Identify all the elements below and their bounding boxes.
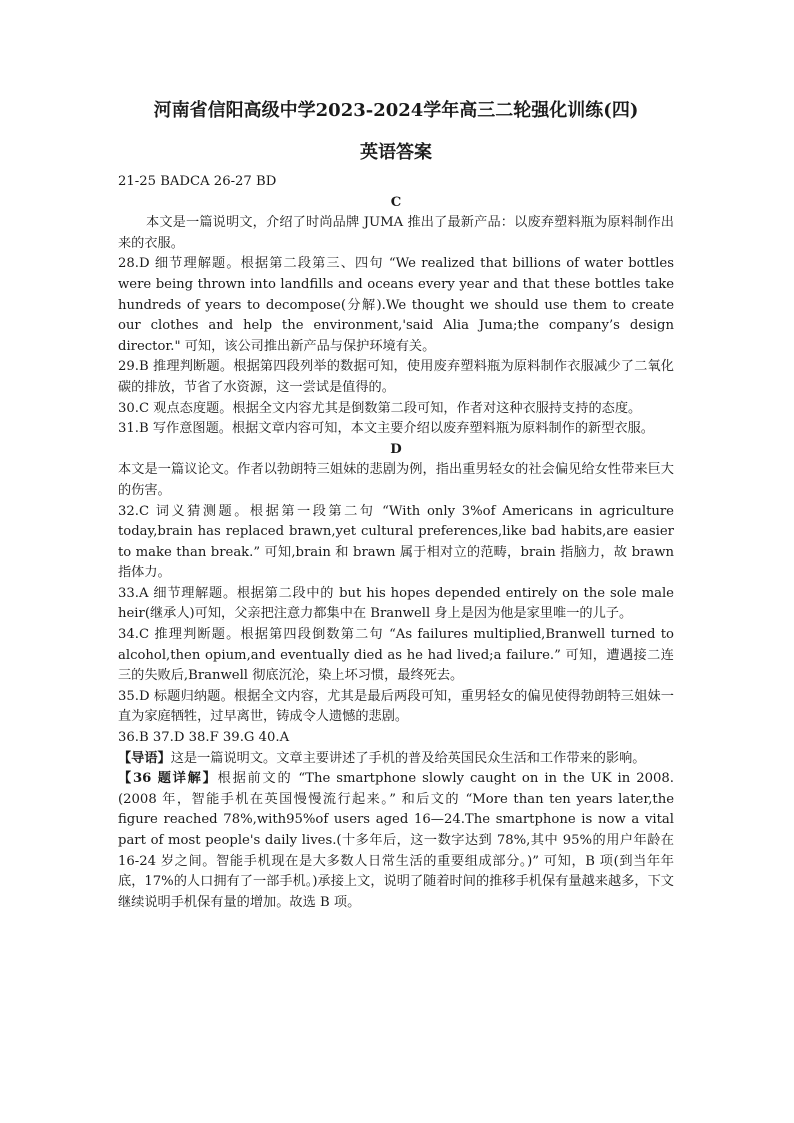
guide-label: 【导语】	[118, 750, 171, 766]
explanation-q29: 29.B 推理判断题。根据第四段列举的数据可知，使用废弃塑料瓶为原料制作衣服减少了二氧化碳的排放，节省了水资源，这一尝试是值得的。	[118, 359, 674, 395]
section-c-heading: C	[390, 194, 402, 210]
explanation-q34: 34.C 推理判断题。根据第四段倒数第二句 “As failures multiplied,Branwell turned to alcohol,then opium,and eventually died as he had lived;a failure.” 可知，遭遇接二连三的失败后,Branwell 彻底沉沦，染上坏习惯，最终死去。	[118, 627, 674, 684]
explanation-q32: 32.C 词义猜测题。根据第一段第二句 “With only 3%of Americans in agriculture today,brain has replaced brawn,yet cultural preferences,like bad habits,are easier to make than break.” 可知,brain 和 brawn 属于相对立的范畴，brain 指脑力，故 brawn 指体力。	[118, 503, 674, 581]
explanation-q31: 31.B 写作意图题。根据文章内容可知，本文主要介绍以废弃塑料瓶为原料制作的新型衣服。	[118, 421, 654, 437]
section-d-intro: 本文是一篇议论文。作者以勃朗特三姐妹的悲剧为例，指出重男轻女的社会偏见给女性带来巨大的伤害。	[118, 462, 674, 498]
guide-paragraph	[118, 749, 674, 770]
answer-key-36-40: 36.B 37.D 38.F 39.G 40.A	[118, 730, 290, 746]
q36-text: 根据前文的 “The smartphone slowly caught on in the UK in 2008.(2008 年，智能手机在英国慢慢流行起来。” 和后文的 “More than ten years later,the figure reached 78%,with95%of users aged 16—24.The smartphone is now a vital part of most people's daily lives.(十多年后，这一数字达到 78%,其中 95%的用户年龄在 16-24 岁之间。智能手机现在是大多数人日常生活的重要组成部分。)” 可知，B 项(到当年年底，17%的人口拥有了一部手机。)承接上文，说明了随着时间的推移手机保有量越来越多，下文继续说明手机保有量的增加。故选 B 项。	[118, 771, 674, 910]
explanation-q33: 33.A 细节理解题。根据第二段中的 but his hopes depended entirely on the sole male heir(继承人)可知，父亲把注意力都集中在 Branwell 身上是因为他是家里唯一的儿子。	[118, 585, 674, 622]
section-d-heading: D	[390, 441, 402, 457]
q36-label: 【36 题详解】	[118, 771, 218, 787]
guide-text: 这是一篇说明文。文章主要讲述了手机的普及给英国民众生活和工作带来的影响。	[170, 750, 646, 766]
explanation-q30: 30.C 观点态度题。根据全文内容尤其是倒数第二段可知，作者对这种衣服持支持的态度。	[118, 400, 642, 416]
answer-sheet-page	[118, 98, 674, 913]
explanation-q36	[118, 769, 674, 913]
explanation-q35: 35.D 标题归纳题。根据全文内容，尤其是最后两段可知，重男轻女的偏见使得勃朗特三姐妹一直为家庭牺牲，过早离世，铸成令人遗憾的悲剧。	[118, 688, 674, 725]
page-subtitle: 英语答案	[360, 142, 432, 163]
answer-key-21-27: 21-25 BADCA 26-27 BD	[118, 174, 277, 189]
explanation-q28: 28.D 细节理解题。根据第二段第三、四句 “We realized that billions of water bottles were being thrown into landfills and oceans every year and that these bottles take hundreds of years to decompose(分解).We thought we should use them to create our clothes and help the environment,'said Alia Juma;the company’s design director." 可知，该公司推出新产品与保护环境有关。	[118, 256, 674, 354]
page-title: 河南省信阳高级中学2023-2024学年高三二轮强化训练(四)	[153, 100, 639, 121]
section-c-intro: 本文是一篇说明文，介绍了时尚品牌 JUMA 推出了最新产品：以废弃塑料瓶为原料制作出来的衣服。	[118, 215, 674, 251]
